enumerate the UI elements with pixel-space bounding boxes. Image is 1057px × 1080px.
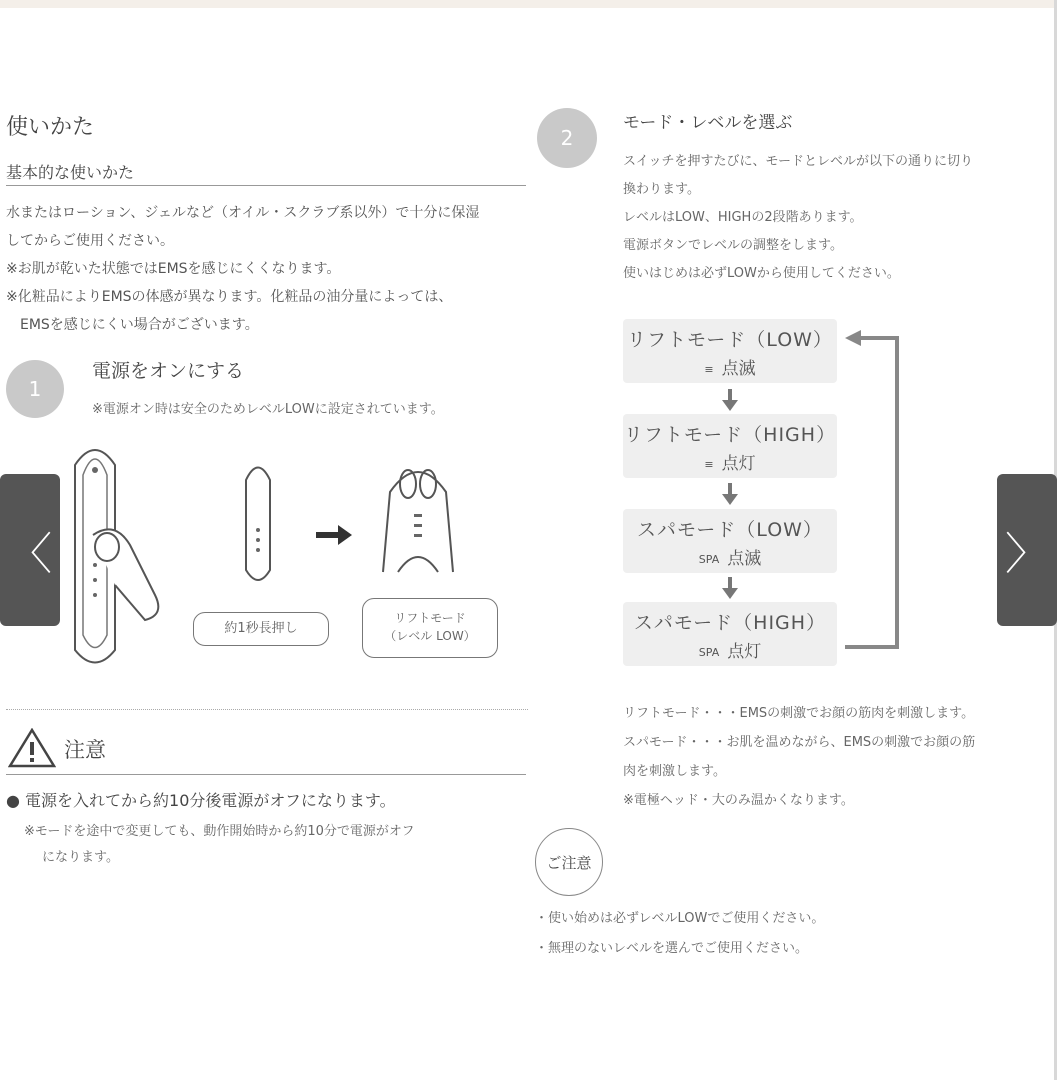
step-1-title: 電源をオンにする: [92, 360, 245, 382]
top-bar: [0, 0, 1057, 8]
mode-2-state: 点灯: [721, 454, 756, 474]
down-arrow-icon: [722, 389, 738, 411]
warning-icon: [8, 728, 56, 768]
result-label-line-2: （レベル LOW）: [384, 629, 476, 643]
result-label: [362, 598, 498, 658]
section-subtitle: 基本的な使いかた: [6, 163, 135, 182]
spa-icon: SPA: [698, 552, 720, 566]
device-head-illustration: [378, 462, 458, 582]
down-arrow-icon: [722, 577, 738, 599]
desc-line-2: スパモード・・・お肌を温めながら、EMSの刺激でお顔の筋: [623, 735, 976, 750]
step-2-line-1: スイッチを押すたびに、モードとレベルが以下の通りに切り: [623, 154, 973, 169]
step-1-note: ※電源オン時は安全のためレベルLOWに設定されています。: [92, 402, 444, 417]
caution-note-1: ※モードを途中で変更しても、動作開始時から約10分で電源がオフ: [24, 824, 415, 839]
mode-1-name: リフトモード（LOW）: [627, 329, 833, 351]
device-small-illustration: [238, 460, 278, 590]
section-title: 使いかた: [6, 115, 95, 140]
intro-line-5: EMSを感じにくい場合がございます。: [6, 317, 259, 333]
notice-item-1: ・使い始めは必ずレベルLOWでご使用ください。: [535, 911, 825, 926]
step-2-line-4: 電源ボタンでレベルの調整をします。: [623, 238, 843, 253]
spa-icon: SPA: [698, 645, 720, 659]
step-2-line-3: レベルはLOW、HIGHの2段階あります。: [623, 210, 863, 225]
mode-2-name: リフトモード（HIGH）: [623, 424, 837, 446]
notice-item-2: ・無理のないレベルを選んでご使用ください。: [535, 941, 809, 956]
notice-badge: ご注意: [535, 828, 603, 896]
step-2-title: モード・レベルを選ぶ: [623, 113, 793, 133]
lift-icon: ≡: [704, 457, 714, 471]
step-2-line-2: 換わります。: [623, 182, 700, 197]
step-2-line-5: 使いはじめは必ずLOWから使用してください。: [623, 266, 900, 281]
device-hand-illustration: [55, 435, 175, 685]
next-page-button[interactable]: [997, 474, 1057, 626]
chevron-right-icon: 〉: [1005, 529, 1049, 580]
desc-line-4: ※電極ヘッド・大のみ温かくなります。: [623, 793, 854, 808]
mode-3-name: スパモード（LOW）: [637, 519, 823, 541]
caution-rule: [6, 774, 526, 775]
lift-icon: ≡: [704, 362, 714, 376]
caution-title: 注意: [64, 738, 106, 762]
mode-3-state: 点滅: [727, 549, 762, 569]
step-2-number: 2: [537, 108, 597, 168]
press-label: 約1秒長押し: [193, 612, 329, 646]
mode-1-state: 点滅: [721, 359, 756, 379]
mode-4-name: スパモード（HIGH）: [633, 612, 827, 634]
prev-page-button[interactable]: [0, 474, 60, 626]
result-label-line-1: リフトモード: [394, 611, 466, 625]
caution-main: ● 電源を入れてから約10分後電源がオフになります。: [6, 791, 396, 810]
down-arrow-icon: [722, 483, 738, 505]
intro-line-4: ※化粧品によりEMSの体感が異なります。化粧品の油分量によっては、: [6, 289, 453, 305]
loop-arrow-icon: [845, 330, 905, 652]
mode-box-4: [623, 602, 837, 666]
mode-box-2: [623, 414, 837, 478]
desc-line-3: 肉を刺激します。: [623, 764, 726, 779]
mode-4-state: 点灯: [727, 642, 762, 662]
section-divider: [6, 709, 528, 710]
right-arrow-icon: [316, 525, 352, 545]
chevron-left-icon: 〈: [8, 529, 52, 580]
intro-line-1: 水またはローション、ジェルなど（オイル・スクラブ系以外）で十分に保湿: [6, 205, 480, 221]
mode-box-3: [623, 509, 837, 573]
caution-note-2: になります。: [42, 850, 119, 865]
intro-line-2: してからご使用ください。: [6, 233, 174, 249]
mode-box-1: [623, 319, 837, 383]
intro-line-3: ※お肌が乾いた状態ではEMSを感じにくくなります。: [6, 261, 341, 277]
subtitle-rule: [6, 185, 526, 186]
step-1-number: 1: [6, 360, 64, 418]
desc-line-1: リフトモード・・・EMSの刺激でお顔の筋肉を刺激します。: [623, 706, 975, 721]
